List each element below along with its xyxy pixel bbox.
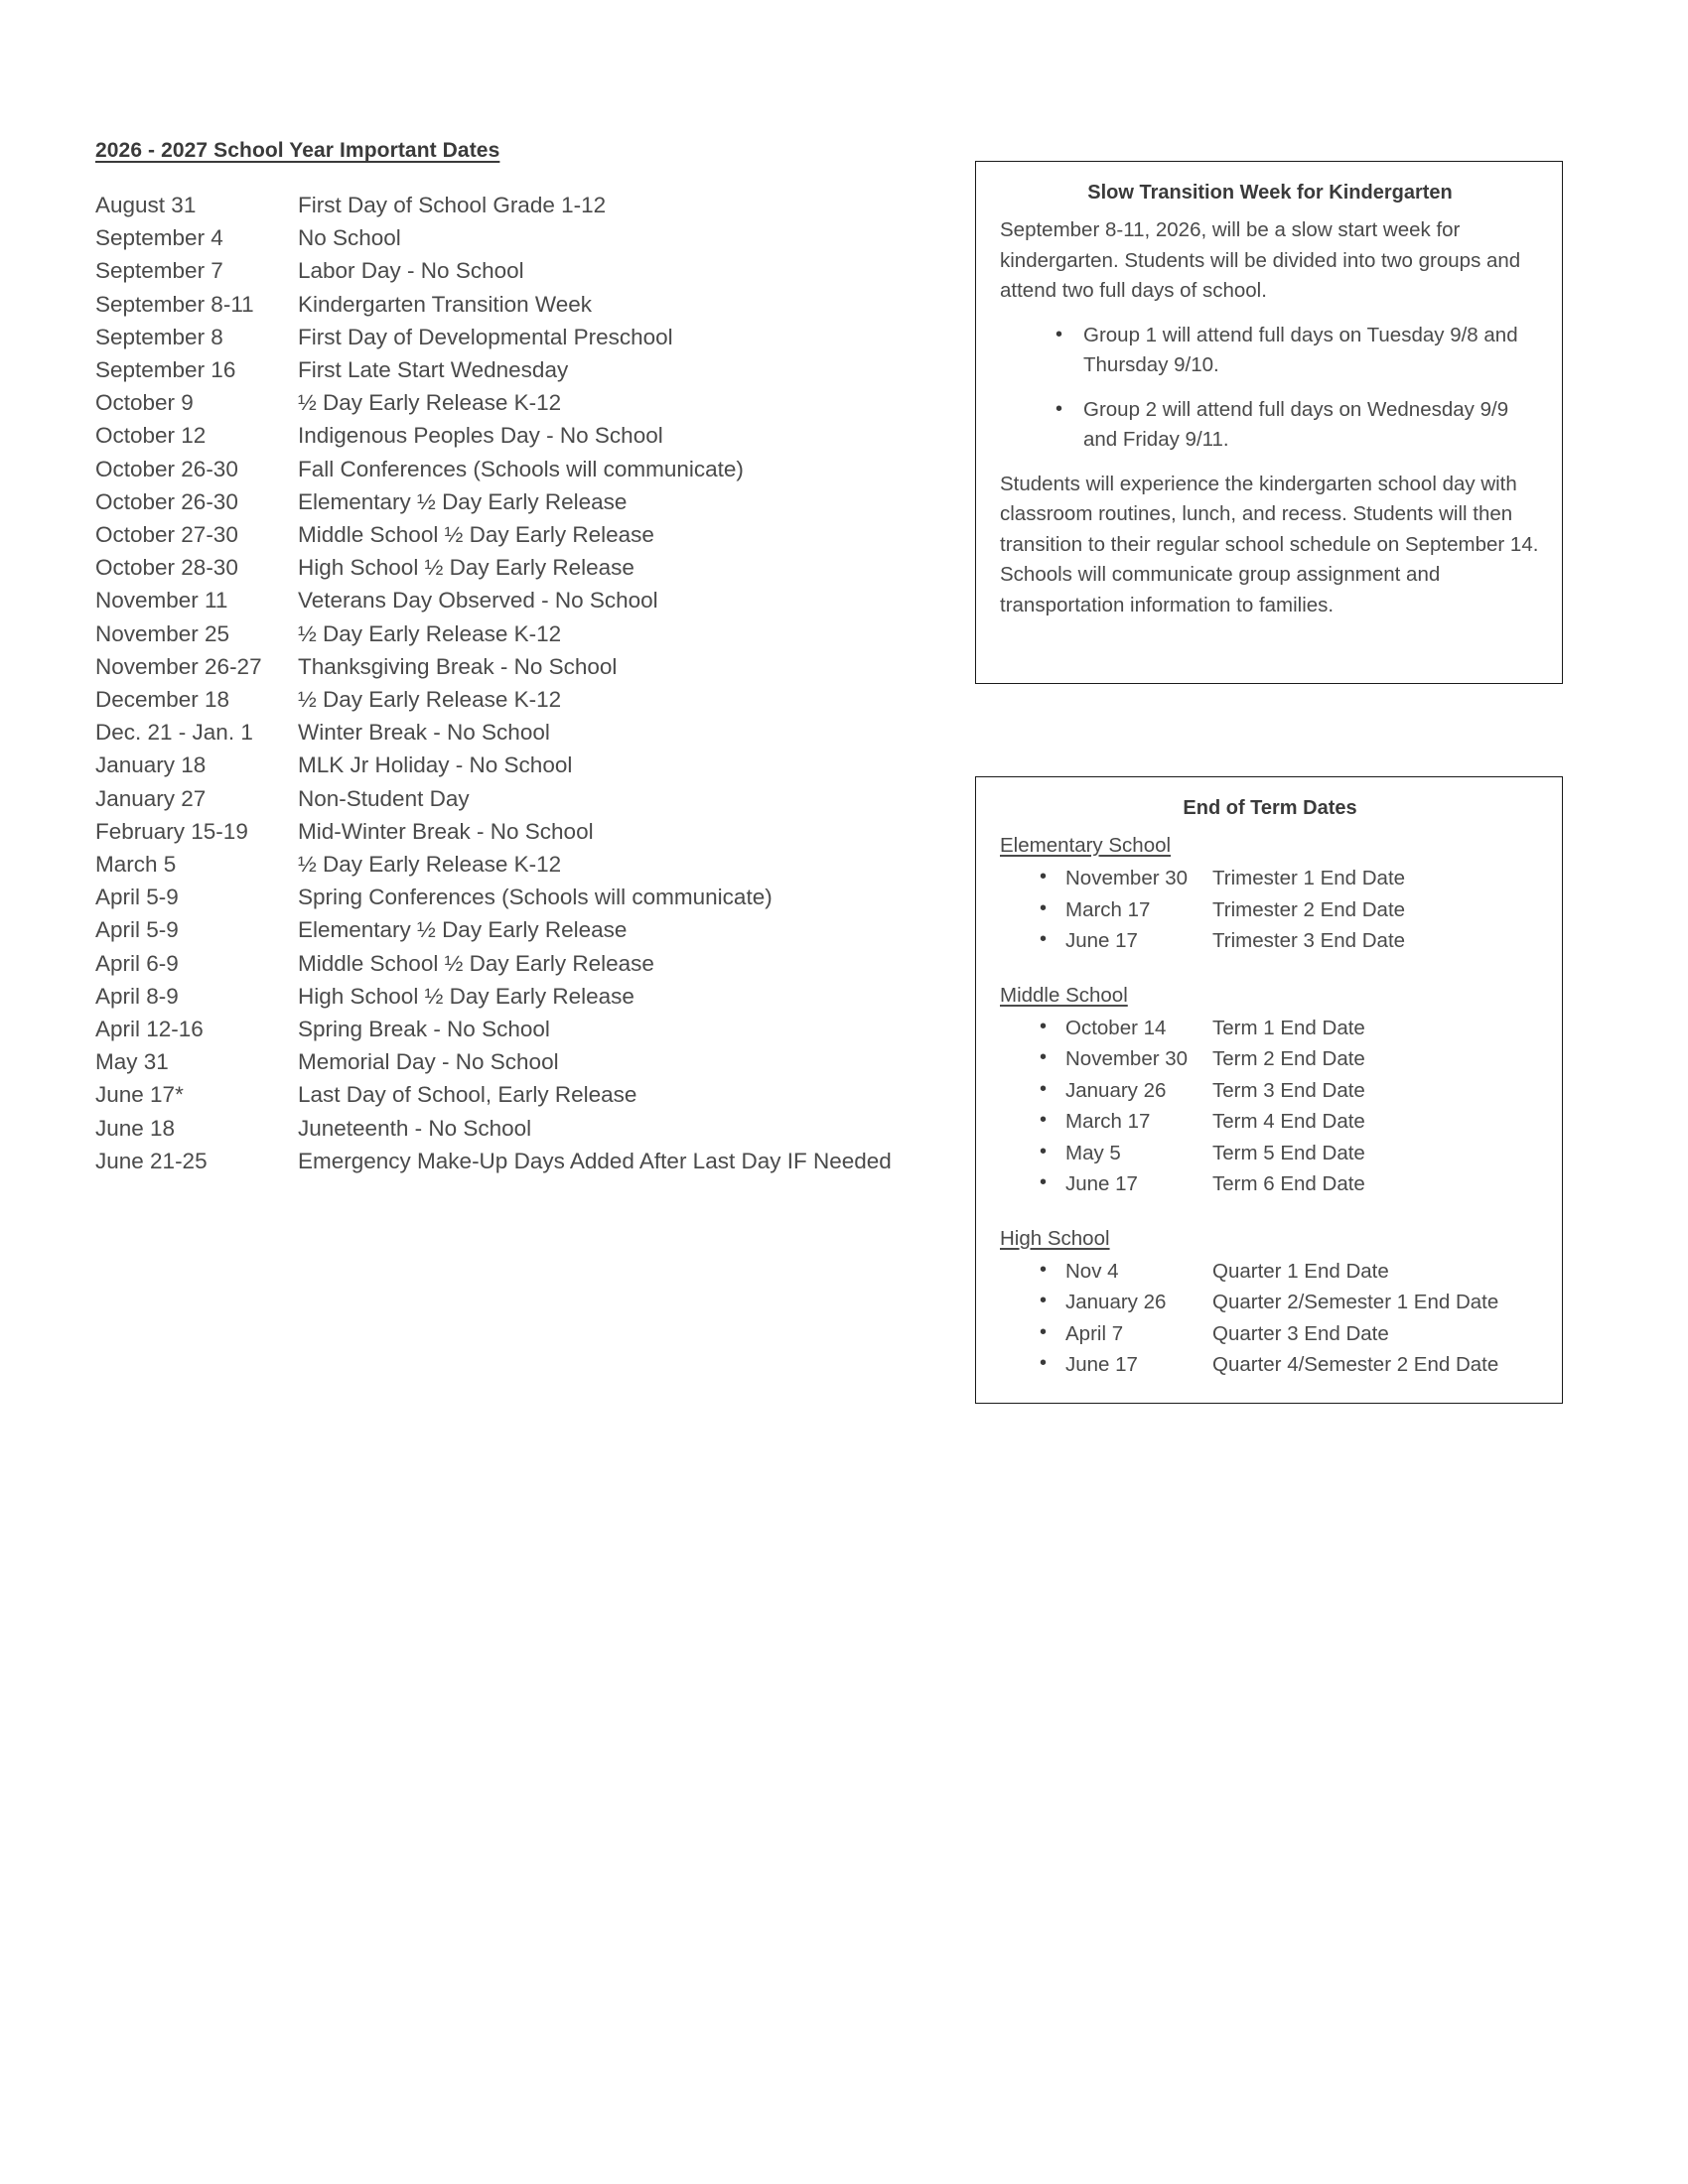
list-item <box>1040 925 1540 957</box>
date-cell: January 27 <box>95 785 207 811</box>
table-row <box>95 749 892 781</box>
term-label: Quarter 3 End Date <box>1212 1321 1389 1345</box>
event-cell: High School ½ Day Early Release <box>298 983 634 1009</box>
table-row <box>95 551 892 584</box>
school-group <box>1000 831 1540 957</box>
event-cell: Juneteenth - No School <box>298 1115 532 1141</box>
event-cell: Last Day of School, Early Release <box>298 1082 637 1108</box>
date-cell: October 26-30 <box>95 488 238 514</box>
event-cell: Indigenous Peoples Day - No School <box>298 423 663 449</box>
date-cell: April 8-9 <box>95 983 179 1009</box>
term-date: June 17 <box>1065 929 1138 952</box>
date-cell: October 9 <box>95 390 194 416</box>
table-row <box>95 617 892 650</box>
date-cell: June 18 <box>95 1115 176 1141</box>
event-cell: Kindergarten Transition Week <box>298 291 592 317</box>
term-date: January 26 <box>1065 1291 1167 1313</box>
event-cell: Veterans Day Observed - No School <box>298 588 658 614</box>
list-item: • Group 2 will attend full days on Wednesday 9/9 and Friday 9/11. <box>1055 395 1540 456</box>
term-date: June 17 <box>1065 1353 1138 1376</box>
date-cell: May 31 <box>95 1049 169 1075</box>
table-row <box>95 716 892 749</box>
term-label: Term 1 End Date <box>1212 1016 1365 1039</box>
table-row <box>95 485 892 518</box>
list-item <box>1040 1075 1540 1107</box>
list-item <box>1040 1256 1540 1288</box>
table-row <box>95 453 892 485</box>
event-cell: Labor Day - No School <box>298 258 524 284</box>
term-label: Quarter 2/Semester 1 End Date <box>1212 1291 1499 1313</box>
term-date: March 17 <box>1065 897 1151 921</box>
event-cell: Elementary ½ Day Early Release <box>298 488 628 514</box>
slow-transition-week-box <box>975 161 1563 684</box>
event-cell: Thanksgiving Break - No School <box>298 653 618 679</box>
term-list <box>1000 1013 1540 1200</box>
list-item <box>1040 1138 1540 1169</box>
term-date: October 14 <box>1065 1016 1167 1039</box>
date-cell: March 5 <box>95 852 177 878</box>
list-item <box>1040 1013 1540 1044</box>
term-label: Trimester 2 End Date <box>1212 897 1406 921</box>
term-label: Trimester 1 End Date <box>1212 867 1406 889</box>
date-cell: September 8-11 <box>95 291 254 317</box>
event-cell: Middle School ½ Day Early Release <box>298 950 654 976</box>
end-of-term-dates-box <box>975 776 1563 1404</box>
kindergarten-paragraph-2: Students will experience the kindergarten school day with classroom routines, lunch, and recess. Students will then transition to their regular school schedule on September 14. Schools will communicate group assignment and transportation information to families. <box>1000 472 1539 616</box>
event-cell: Fall Conferences (Schools will communicate) <box>298 456 744 481</box>
event-cell: ½ Day Early Release K-12 <box>298 687 562 713</box>
date-cell: Dec. 21 - Jan. 1 <box>95 720 253 746</box>
term-label: Quarter 4/Semester 2 End Date <box>1212 1353 1499 1376</box>
date-cell: September 7 <box>95 258 223 284</box>
date-cell: June 21-25 <box>95 1148 208 1173</box>
date-cell: October 27-30 <box>95 522 238 548</box>
event-cell: Spring Conferences (Schools will communicate) <box>298 885 773 910</box>
term-label: Term 2 End Date <box>1212 1047 1365 1070</box>
list-item <box>1040 894 1540 926</box>
table-row <box>95 980 892 1013</box>
table-row <box>95 386 892 419</box>
event-cell: First Day of Developmental Preschool <box>298 324 673 349</box>
school-group-heading: High School <box>1000 1226 1110 1250</box>
term-list <box>1000 1256 1540 1381</box>
event-cell: High School ½ Day Early Release <box>298 555 634 581</box>
table-row <box>95 913 892 946</box>
table-row <box>95 419 892 452</box>
kindergarten-paragraph-1: September 8-11, 2026, will be a slow start week for kindergarten. Students will be divided into two groups and attend two full days of school. <box>1000 218 1521 302</box>
important-dates-table <box>95 189 892 1177</box>
date-cell: April 5-9 <box>95 917 179 943</box>
event-cell: Memorial Day - No School <box>298 1049 559 1075</box>
table-row <box>95 189 892 221</box>
term-date: May 5 <box>1065 1141 1121 1164</box>
event-cell: Elementary ½ Day Early Release <box>298 917 628 943</box>
term-list <box>1000 863 1540 957</box>
term-label: Term 5 End Date <box>1212 1141 1365 1164</box>
table-row <box>95 518 892 551</box>
table-row <box>95 288 892 321</box>
event-cell: Winter Break - No School <box>298 720 550 746</box>
end-of-term-box-title: End of Term Dates <box>1183 797 1357 819</box>
school-group-heading: Elementary School <box>1000 834 1172 857</box>
table-row <box>95 881 892 913</box>
list-item <box>1040 1349 1540 1381</box>
date-cell: September 16 <box>95 357 236 383</box>
table-row <box>95 254 892 287</box>
table-row <box>95 1145 892 1177</box>
page-title: 2026 - 2027 School Year Important Dates <box>95 139 500 162</box>
school-group-heading: Middle School <box>1000 983 1128 1007</box>
table-row <box>95 815 892 848</box>
term-label: Trimester 3 End Date <box>1212 929 1406 952</box>
kindergarten-box-title: Slow Transition Week for Kindergarten <box>1087 182 1453 204</box>
event-cell: ½ Day Early Release K-12 <box>298 620 562 646</box>
event-cell: First Late Start Wednesday <box>298 357 569 383</box>
term-label: Term 3 End Date <box>1212 1078 1365 1102</box>
table-row <box>95 683 892 716</box>
event-cell: Mid-Winter Break - No School <box>298 818 594 844</box>
date-cell: October 12 <box>95 423 207 449</box>
date-cell: August 31 <box>95 193 197 217</box>
term-date: November 30 <box>1065 1047 1189 1070</box>
date-cell: September 4 <box>95 225 223 251</box>
event-cell: First Day of School Grade 1-12 <box>298 193 607 217</box>
school-group <box>1000 1224 1540 1381</box>
table-row <box>95 353 892 386</box>
end-of-term-groups <box>1000 831 1540 1381</box>
important-dates-section <box>95 139 949 1177</box>
term-date: March 17 <box>1065 1110 1151 1133</box>
table-row <box>95 1045 892 1078</box>
term-date: November 30 <box>1065 867 1189 889</box>
date-cell: November 26-27 <box>95 653 262 679</box>
table-row <box>95 321 892 353</box>
date-cell: October 26-30 <box>95 456 238 481</box>
kindergarten-bullet-list <box>1000 321 1540 456</box>
list-item <box>1040 1287 1540 1318</box>
term-date: Nov 4 <box>1065 1259 1119 1283</box>
date-cell: November 11 <box>95 588 228 614</box>
term-label: Term 4 End Date <box>1212 1110 1365 1133</box>
table-row <box>95 848 892 881</box>
table-row <box>95 947 892 980</box>
event-cell: MLK Jr Holiday - No School <box>298 752 573 778</box>
list-item <box>1040 863 1540 894</box>
table-row <box>95 1112 892 1145</box>
table-row <box>95 1013 892 1045</box>
date-cell: October 28-30 <box>95 555 238 581</box>
list-item: • Group 1 will attend full days on Tuesday 9/8 and Thursday 9/10. <box>1055 321 1540 381</box>
school-group <box>1000 981 1540 1200</box>
term-date: April 7 <box>1065 1321 1124 1345</box>
table-row <box>95 1078 892 1111</box>
date-cell: January 18 <box>95 752 207 778</box>
date-cell: February 15-19 <box>95 818 248 844</box>
event-cell: Emergency Make-Up Days Added After Last Day IF Needed <box>298 1148 892 1173</box>
list-item <box>1040 1168 1540 1200</box>
date-cell: April 6-9 <box>95 950 179 976</box>
date-cell: September 8 <box>95 324 223 349</box>
list-item <box>1040 1043 1540 1075</box>
date-cell: April 12-16 <box>95 1017 204 1042</box>
term-date: June 17 <box>1065 1172 1138 1195</box>
term-date: January 26 <box>1065 1078 1167 1102</box>
event-cell: Non-Student Day <box>298 785 470 811</box>
list-item <box>1040 1106 1540 1138</box>
date-cell: April 5-9 <box>95 885 179 910</box>
term-label: Quarter 1 End Date <box>1212 1259 1389 1283</box>
event-cell: ½ Day Early Release K-12 <box>298 852 562 878</box>
list-item <box>1040 1318 1540 1350</box>
term-label: Term 6 End Date <box>1212 1172 1365 1195</box>
event-cell: Middle School ½ Day Early Release <box>298 522 654 548</box>
table-row <box>95 782 892 815</box>
table-row <box>95 650 892 683</box>
event-cell: No School <box>298 225 401 251</box>
date-cell: June 17* <box>95 1082 184 1108</box>
table-row <box>95 584 892 616</box>
event-cell: ½ Day Early Release K-12 <box>298 390 562 416</box>
table-row <box>95 221 892 254</box>
date-cell: December 18 <box>95 687 230 713</box>
date-cell: November 25 <box>95 620 230 646</box>
event-cell: Spring Break - No School <box>298 1017 550 1042</box>
